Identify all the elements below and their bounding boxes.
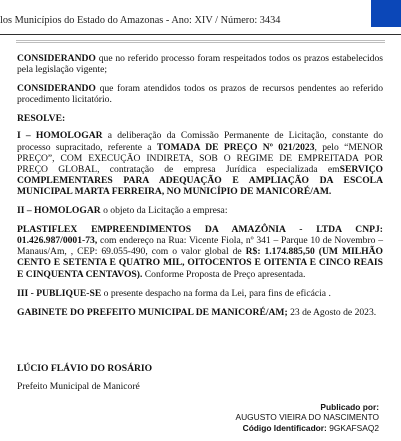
homologar-i-text2: , pelo “MENOR PREÇO”, COM EXECUÇÃO INDIRETA, SOB O REGIME DE EMPREITADA POR PREÇO GLOBAL, contratação de empresa Jurídica especializada em — [17, 141, 383, 175]
paragraph-considerando-1 — [17, 53, 383, 75]
document-body — [17, 53, 383, 326]
publication-info — [236, 402, 380, 433]
gabinete-date: 23 de Agosto de 2023. — [287, 306, 377, 318]
homologar-ii-label: II – HOMOLOGAR — [17, 205, 101, 217]
contract-value: R$: 1.174.885,50 (UM MILHÃO CENTO E SETENTA E QUATRO MIL, OITOCENTOS E OITENTA E CINCO REAIS E CINQUENTA CENTAVOS). — [17, 246, 383, 280]
homologar-ii-text: o objeto da Licitação a empresa: — [100, 205, 228, 217]
published-by-label: Publicado por: — [320, 402, 379, 412]
resolve-heading: RESOLVE: — [17, 113, 66, 125]
header-text: los Municípios do Estado do Amazonas - Ano: XIV / Número: 3434 — [0, 15, 281, 26]
publisher-name: AUGUSTO VIEIRA DO NASCIMENTO — [235, 412, 379, 423]
top-rule-2 — [16, 42, 385, 43]
paragraph-company — [17, 224, 383, 279]
homologar-i-label: I – HOMOLOGAR — [17, 130, 103, 142]
paragraph-gabinete — [17, 307, 383, 318]
identifier-code: 9GKAFSAQ2 — [329, 422, 379, 433]
company-note: Conforme Proposta de Preço apresentada. — [142, 268, 306, 280]
signer-role: Prefeito Municipal de Manicoré — [17, 381, 140, 392]
considerando-text-1: que no referido processo foram respeitados todos os prazos estabelecidos pela legislação vigente; — [17, 53, 383, 76]
publique-se-label: III - PUBLIQUE-SE — [17, 287, 102, 299]
considerando-label-1: CONSIDERANDO — [17, 53, 96, 64]
gabinete-label: GABINETE DO PREFEITO MUNICIPAL DE MANICORÉ/AM; — [17, 306, 288, 318]
homologar-i-text1: a deliberação da Comissão Permanente de Licitação, constante do processo supracitado, referente a — [17, 130, 383, 153]
tomada-de-preco: TOMADA DE PREÇO Nº 021/2023 — [156, 141, 315, 153]
publique-se-text: o presente despacho na forma da Lei, para fins de eficácia . — [101, 287, 331, 299]
company-address: com endereço na Rua: Vicente Fiola, nº 341 – Parque 10 de Novembro – Manaus/Am, , CEP: 69.055-490, com o valor global de — [17, 235, 383, 258]
page-header — [0, 0, 401, 35]
signer-name: LÚCIO FLÁVIO DO ROSÁRIO — [17, 363, 153, 374]
top-rule — [16, 40, 385, 41]
paragraph-considerando-2 — [17, 83, 383, 105]
paragraph-publique-se — [17, 288, 383, 299]
service-object: SERVIÇO COMPLEMENTARES PARA ADEQUAÇÃO E AMPLIAÇÃO DA ESCOLA MUNICIPAL MARTA FERREIRA, NO MUNICÍPIO DE MANICORÉ/AM. — [17, 163, 383, 197]
paragraph-homologar-ii — [17, 205, 383, 216]
code-label: Código Identificador: — [242, 422, 327, 433]
header-accent-bar — [371, 0, 401, 27]
considerando-label-2: CONSIDERANDO — [17, 83, 96, 95]
considerando-text-2: que foram atendidos todos os prazos de recursos pendentes ao referido procedimento licitatório. — [17, 83, 383, 106]
paragraph-homologar-i — [17, 130, 383, 197]
company-name: PLASTIFLEX EMPREENDIMENTOS DA AMAZÔNIA - LTDA CNPJ: 01.426.987/0001-73, — [17, 224, 383, 247]
